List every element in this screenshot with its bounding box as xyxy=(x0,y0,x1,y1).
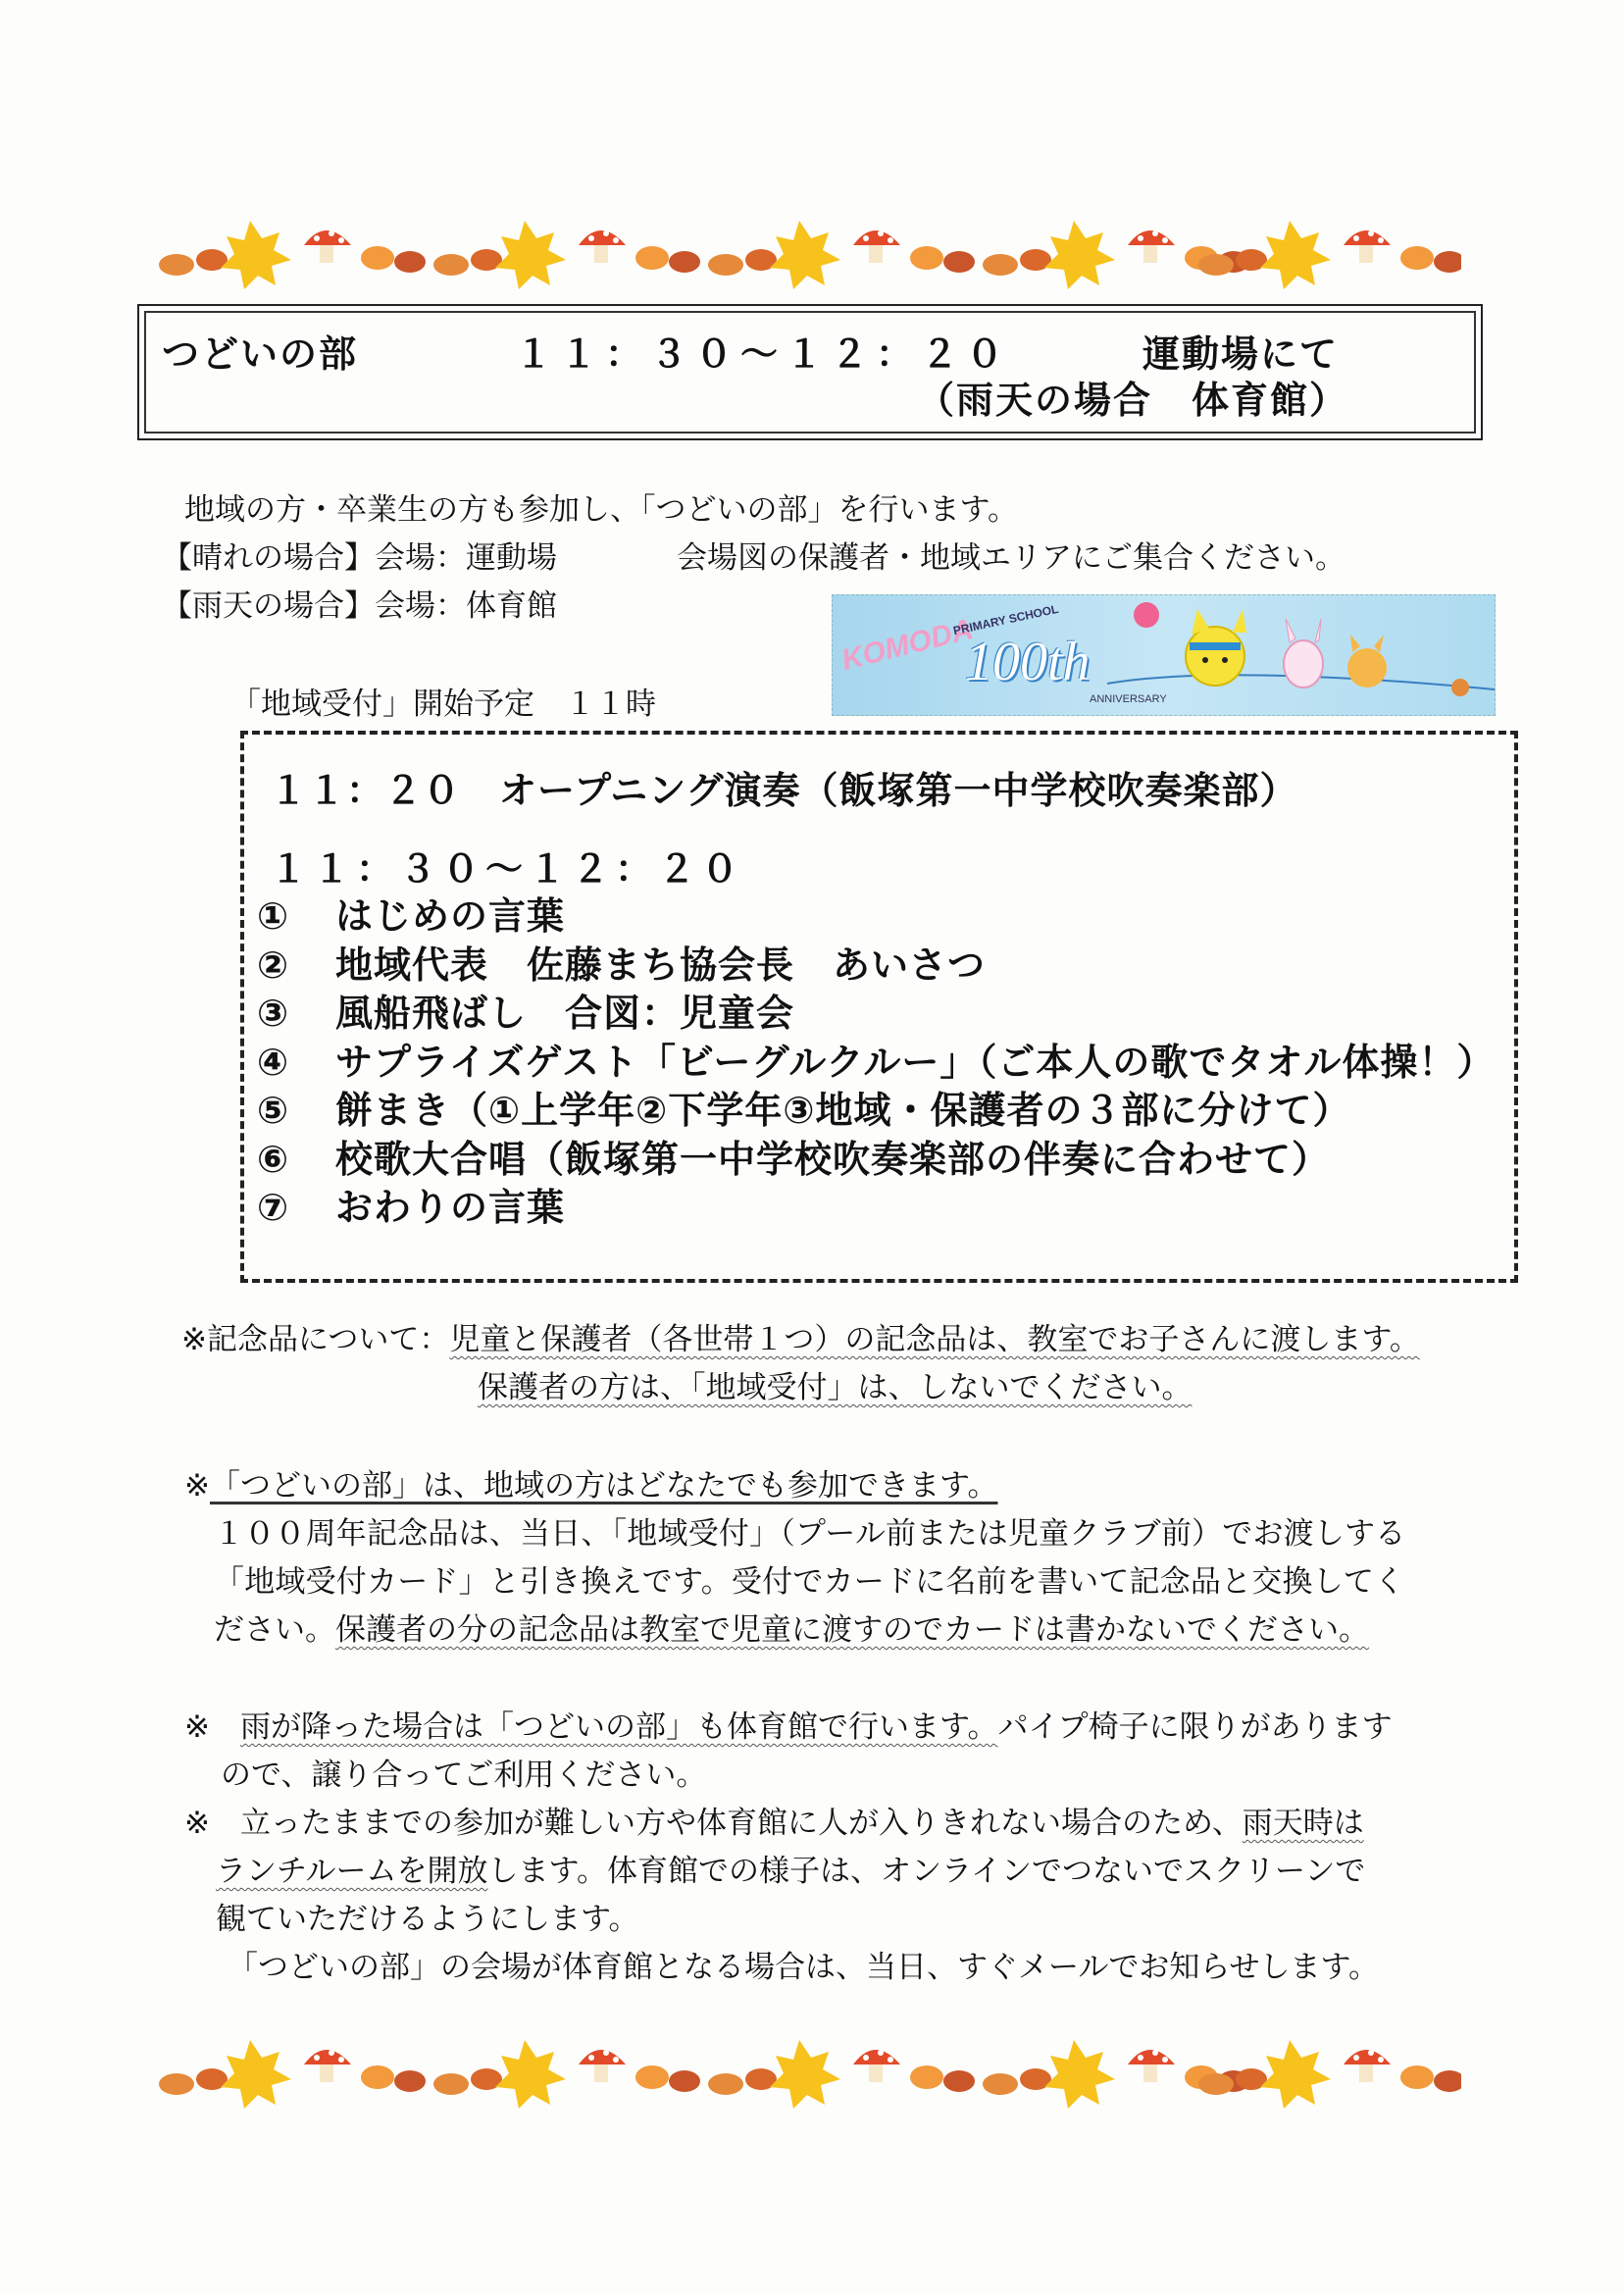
program-item xyxy=(257,935,1495,987)
banner-anniversary: ANNIVERSARY xyxy=(1090,693,1167,705)
mascot-characters-icon xyxy=(1107,595,1495,715)
banner-school-name: KOMODA xyxy=(837,612,977,678)
note-participation-line2: 「地域受付カード」と引き換えです。受付でカードに名前を書いて記念品と交換してく xyxy=(214,1564,1405,1600)
program-item xyxy=(257,1080,1495,1132)
header-rain-note: （雨天の場合 体育館） xyxy=(917,379,1349,422)
item-number: ⑦ xyxy=(257,1186,290,1229)
note-souvenir-text: 児童と保護者（各世帯１つ）の記念品は、教室でお子さんに渡します。 xyxy=(449,1322,1420,1357)
item-number: ⑥ xyxy=(257,1137,290,1181)
leaf-mushroom-pattern-icon xyxy=(157,201,1461,299)
program-time: １１：３０～１２：２０ xyxy=(270,847,745,891)
assembly-note: 会場図の保護者・地域エリアにご集合ください。 xyxy=(677,540,1345,576)
item-number: ② xyxy=(257,943,290,987)
note-lunchroom-line2: ランチルームを開放します。体育館での様子は、オンラインでつないでスクリーンで xyxy=(216,1854,1366,1889)
note-souvenir-line2: 保護者の方は、「地域受付」は、しないでください。 xyxy=(478,1370,1193,1405)
autumn-leaf-border-top xyxy=(157,201,1461,299)
autumn-leaf-border-bottom xyxy=(157,2020,1461,2118)
item-number: ③ xyxy=(257,992,290,1035)
program-item xyxy=(257,1032,1496,1084)
item-number: ⑤ xyxy=(257,1089,290,1132)
item-text: 餅まき（①上学年②下学年③地域・保護者の３部に分けて） xyxy=(335,1089,1351,1132)
note-participation-head: 「つどいの部」は、地域の方はどなたでも参加できます。 xyxy=(209,1468,998,1504)
note-participation-line3: ださい。保護者の分の記念品は教室で児童に渡すのでカードは書かないでください。 xyxy=(214,1612,1369,1648)
item-number: ④ xyxy=(257,1040,290,1084)
header-time: １１：３０～１２：２０ xyxy=(515,332,1012,376)
note-lunchroom-line3: 観ていただけるようにします。 xyxy=(216,1902,639,1937)
leaf-mushroom-pattern-icon xyxy=(157,2020,1461,2118)
note-rain-line2: ので、譲り合ってご利用ください。 xyxy=(221,1758,707,1793)
sunny-venue: 【晴れの場合】会場：運動場 xyxy=(162,540,557,576)
banner-100th: 100th xyxy=(965,632,1091,692)
header-place: 運動場にて xyxy=(1142,332,1340,376)
item-text: 校歌大合唱（飯塚第一中学校吹奏楽部の伴奏に合わせて） xyxy=(335,1137,1331,1181)
reception-time: 「地域受付」開始予定 １１時 xyxy=(230,687,656,722)
note-souvenir-prefix: ※記念品について： xyxy=(181,1322,450,1357)
opening-performance: １１：２０ オープニング演奏（飯塚第一中学校吹奏楽部） xyxy=(270,769,1298,812)
note-email: 「つどいの部」の会場が体育館となる場合は、当日、すぐメールでお知らせします。 xyxy=(228,1950,1379,1985)
section-title: つどいの部 xyxy=(162,332,359,376)
item-text: 風船飛ばし 合図：児童会 xyxy=(335,992,795,1035)
item-text: サプライズゲスト「ビーグルクルー」（ご本人の歌でタオル体操！） xyxy=(335,1040,1496,1084)
banner-subtitle: PRIMARY SCHOOL xyxy=(951,601,1060,638)
note-participation-line1: １００周年記念品は、当日、「地域受付」（プール前または児童クラブ前）でお渡しする xyxy=(214,1516,1406,1552)
rainy-venue: 【雨天の場合】会場：体育館 xyxy=(162,588,557,624)
intro-line: 地域の方・卒業生の方も参加し、「つどいの部」を行います。 xyxy=(184,492,1019,528)
program-item xyxy=(257,983,1495,1035)
note-lunchroom: ※ 立ったままでの参加が難しい方や体育館に人が入りきれない場合のため、雨天時は xyxy=(184,1806,1364,1841)
item-text: はじめの言葉 xyxy=(335,894,566,938)
anniversary-banner xyxy=(832,594,1496,716)
program-list xyxy=(257,886,1496,1229)
note-rain: ※ 雨が降った場合は「つどいの部」も体育館で行います。パイプ椅子に限りがあります xyxy=(184,1709,1393,1745)
note-participation: ※「つどいの部」は、地域の方はどなたでも参加できます。 xyxy=(184,1468,1012,1504)
program-item xyxy=(257,1129,1495,1181)
program-item xyxy=(257,886,1495,938)
program-item xyxy=(257,1177,1495,1229)
item-text: 地域代表 佐藤まち協会長 あいさつ xyxy=(335,943,987,987)
item-number: ① xyxy=(257,894,290,938)
item-text: おわりの言葉 xyxy=(335,1186,566,1229)
note-souvenir xyxy=(181,1322,1420,1358)
